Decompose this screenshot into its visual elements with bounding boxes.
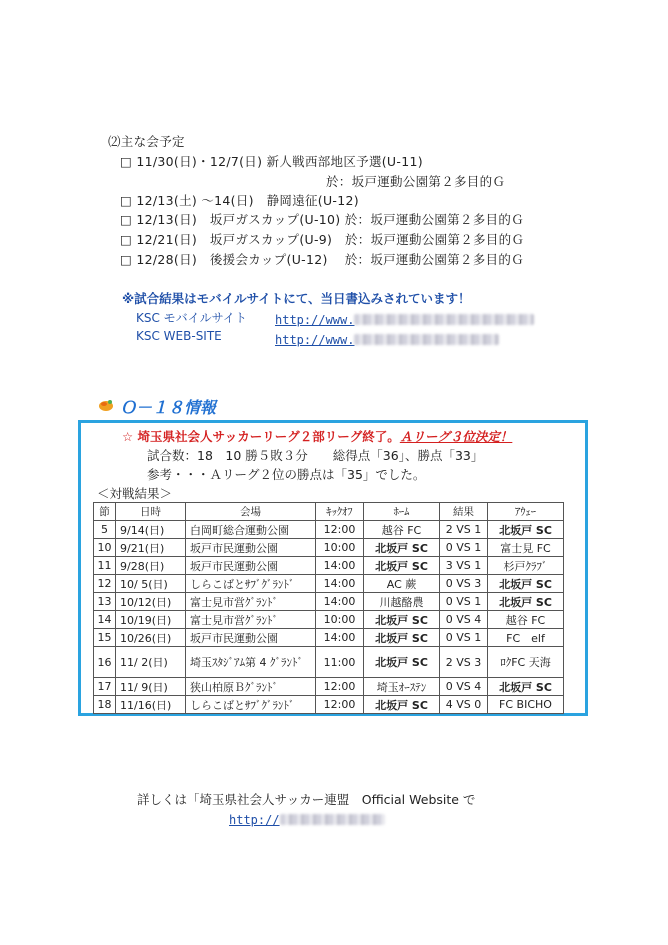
col-header-home: ﾎｰﾑ	[364, 503, 440, 521]
date-cell: 9/14(日)	[116, 521, 186, 539]
home-team-cell: AC 蕨	[364, 575, 440, 593]
table-row	[94, 557, 564, 575]
venue-cell: 富士見市営ｸﾞﾗﾝﾄﾞ	[186, 593, 316, 611]
footer-link[interactable]	[229, 809, 385, 828]
web-site-url[interactable]: http://www.	[275, 333, 355, 347]
schedule-item: □ 11/30(日)・12/7(日) 新人戦西部地区予選(U-11)	[120, 154, 423, 169]
result-cell: 3 VS 1	[440, 557, 488, 575]
result-cell: 0 VS 1	[440, 539, 488, 557]
home-team-cell: 北坂戸 SC	[364, 557, 440, 575]
round-cell: 18	[94, 696, 116, 714]
footer-text: 詳しくは「埼玉県社会人サッカー連盟 Official Website で	[137, 792, 476, 807]
schedule-item: □ 12/13(土) ～14(日) 静岡遠征(U-12)	[120, 193, 359, 208]
home-team-cell: 北坂戸 SC	[364, 539, 440, 557]
result-cell: 0 VS 1	[440, 593, 488, 611]
table-row	[94, 696, 564, 714]
venue-cell: しらこばとｻﾌﾞｸﾞﾗﾝﾄﾞ	[186, 696, 316, 714]
away-team-cell: 北坂戸 SC	[488, 678, 564, 696]
home-team-cell: 川越酪農	[364, 593, 440, 611]
away-team-cell: 北坂戸 SC	[488, 575, 564, 593]
leaf-icon	[98, 397, 114, 411]
round-cell: 17	[94, 678, 116, 696]
table-row	[94, 611, 564, 629]
kickoff-cell: 12:00	[316, 678, 364, 696]
venue-cell: 富士見市営ｸﾞﾗﾝﾄﾞ	[186, 611, 316, 629]
venue-cell: 坂戸市民運動公園	[186, 629, 316, 647]
date-cell: 11/ 9(日)	[116, 678, 186, 696]
table-row	[94, 647, 564, 678]
away-team-cell: 北坂戸 SC	[488, 593, 564, 611]
kickoff-cell: 14:00	[316, 629, 364, 647]
round-cell: 5	[94, 521, 116, 539]
result-cell: 2 VS 3	[440, 647, 488, 678]
footer-url[interactable]: http://	[229, 813, 280, 827]
redacted-url	[354, 314, 534, 325]
league-headline	[122, 427, 512, 445]
schedule-item: □ 12/13(日) 坂戸ガスカップ(U-10) 於：坂戸運動公園第２多目的Ｇ	[120, 212, 524, 227]
date-cell: 10/ 5(日)	[116, 575, 186, 593]
schedule-item: □ 12/21(日) 坂戸ガスカップ(U-9) 於：坂戸運動公園第２多目的Ｇ	[120, 232, 525, 247]
col-header-kickoff: ｷｯｸｵﾌ	[316, 503, 364, 521]
result-cell: 0 VS 3	[440, 575, 488, 593]
date-cell: 10/12(日)	[116, 593, 186, 611]
away-team-cell: 北坂戸 SC	[488, 521, 564, 539]
date-cell: 10/19(日)	[116, 611, 186, 629]
table-row	[94, 678, 564, 696]
venue-cell: 狭山柏原Ｂｸﾞﾗﾝﾄﾞ	[186, 678, 316, 696]
table-row	[94, 629, 564, 647]
away-team-cell: 杉戸ｸﾗﾌﾞ	[488, 557, 564, 575]
web-site-link[interactable]	[275, 329, 499, 348]
col-header-result: 結果	[440, 503, 488, 521]
result-cell: 0 VS 4	[440, 611, 488, 629]
round-cell: 11	[94, 557, 116, 575]
schedule-heading: ⑵主な会予定	[108, 134, 185, 149]
venue-cell: 坂戸市民運動公園	[186, 539, 316, 557]
kickoff-cell: 11:00	[316, 647, 364, 678]
date-cell: 11/ 2(日)	[116, 647, 186, 678]
results-table	[93, 502, 564, 714]
web-site-label: KSC WEB-SITE	[136, 329, 222, 343]
round-cell: 16	[94, 647, 116, 678]
home-team-cell: 北坂戸 SC	[364, 611, 440, 629]
away-team-cell: ﾛｸFC 天海	[488, 647, 564, 678]
schedule-item-venue: 於：坂戸運動公園第２多目的Ｇ	[326, 174, 506, 189]
kickoff-cell: 14:00	[316, 557, 364, 575]
table-row	[94, 539, 564, 557]
result-cell: 2 VS 1	[440, 521, 488, 539]
mobile-site-link[interactable]	[275, 309, 534, 328]
kickoff-cell: 12:00	[316, 521, 364, 539]
mobile-site-label: KSC モバイルサイト	[136, 311, 247, 325]
results-body	[94, 521, 564, 714]
venue-cell: 埼玉ｽﾀｼﾞｱﾑ第 4 ｸﾞﾗﾝﾄﾞ	[186, 647, 316, 678]
section-title: Ｏ－１８情報	[120, 398, 217, 417]
venue-cell: 坂戸市民運動公園	[186, 557, 316, 575]
mobile-site-notice: ※試合結果はモバイルサイトにて、当日書込みされています！	[122, 291, 471, 306]
table-row	[94, 593, 564, 611]
round-cell: 12	[94, 575, 116, 593]
round-cell: 15	[94, 629, 116, 647]
schedule-item: □ 12/28(日) 後援会カップ(U-12) 於：坂戸運動公園第２多目的Ｇ	[120, 252, 524, 267]
date-cell: 11/16(日)	[116, 696, 186, 714]
away-team-cell: FC BICHO	[488, 696, 564, 714]
venue-cell: 白岡町総合運動公園	[186, 521, 316, 539]
league-result-highlight: Ａリーグ３位決定！	[399, 429, 513, 444]
reference-line: 参考・・・Ａリーグ２位の勝点は「35」でした。	[147, 467, 426, 482]
venue-cell: しらこばとｻﾌﾞｸﾞﾗﾝﾄﾞ	[186, 575, 316, 593]
home-team-cell: 北坂戸 SC	[364, 647, 440, 678]
mobile-site-url[interactable]: http://www.	[275, 313, 355, 327]
col-header-round: 節	[94, 503, 116, 521]
away-team-cell: FC elf	[488, 629, 564, 647]
date-cell: 9/21(日)	[116, 539, 186, 557]
kickoff-cell: 14:00	[316, 575, 364, 593]
home-team-cell: 越谷 FC	[364, 521, 440, 539]
redacted-url	[354, 334, 499, 345]
col-header-date: 日時	[116, 503, 186, 521]
table-header-row	[94, 503, 564, 521]
col-header-away: ｱｳｪｰ	[488, 503, 564, 521]
result-cell: 4 VS 0	[440, 696, 488, 714]
round-cell: 10	[94, 539, 116, 557]
redacted-url	[280, 814, 385, 825]
date-cell: 10/26(日)	[116, 629, 186, 647]
home-team-cell: 北坂戸 SC	[364, 696, 440, 714]
away-team-cell: 越谷 FC	[488, 611, 564, 629]
home-team-cell: 北坂戸 SC	[364, 629, 440, 647]
results-label: ＜対戦結果＞	[97, 486, 173, 501]
away-team-cell: 富士見 FC	[488, 539, 564, 557]
home-team-cell: 埼玉ｵｰｽﾃﾝ	[364, 678, 440, 696]
kickoff-cell: 10:00	[316, 611, 364, 629]
kickoff-cell: 14:00	[316, 593, 364, 611]
kickoff-cell: 12:00	[316, 696, 364, 714]
stats-line: 試合数：18 10 勝５敗３分 総得点「36」、勝点「33」	[147, 448, 484, 463]
kickoff-cell: 10:00	[316, 539, 364, 557]
result-cell: 0 VS 4	[440, 678, 488, 696]
date-cell: 9/28(日)	[116, 557, 186, 575]
round-cell: 14	[94, 611, 116, 629]
col-header-venue: 会場	[186, 503, 316, 521]
round-cell: 13	[94, 593, 116, 611]
table-row	[94, 521, 564, 539]
table-row	[94, 575, 564, 593]
league-headline-text: ☆ 埼玉県社会人サッカーリーグ２部リーグ終了。	[122, 429, 400, 444]
result-cell: 0 VS 1	[440, 629, 488, 647]
